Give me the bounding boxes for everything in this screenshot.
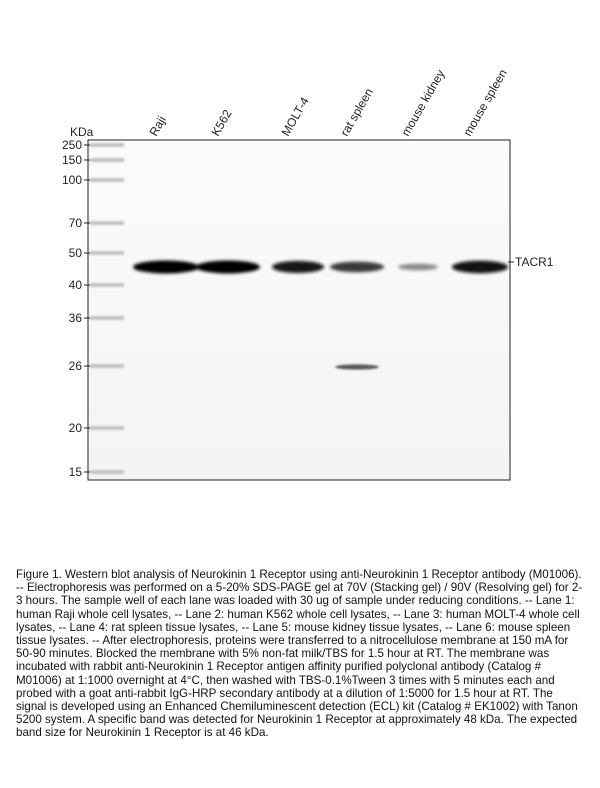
marker-label-20: 20 (68, 421, 82, 435)
target-label: TACR1 (515, 255, 554, 269)
marker-label-100: 100 (61, 173, 82, 187)
marker-label-40: 40 (68, 278, 82, 292)
figure-caption (16, 568, 586, 740)
band-lane-3 (272, 261, 324, 273)
band-lane-1 (133, 260, 199, 273)
marker-band-26 (90, 364, 124, 368)
marker-band-20 (90, 426, 124, 430)
lane-label-6: mouse spleen (460, 66, 510, 139)
lane-label-5: mouse kidney (398, 67, 448, 139)
marker-label-50: 50 (68, 246, 82, 260)
marker-band-70 (90, 221, 124, 225)
kda-unit-label: KDa (70, 125, 94, 139)
marker-band-50 (90, 251, 124, 255)
marker-label-250: 250 (61, 138, 82, 152)
membrane (88, 140, 510, 480)
marker-band-40 (90, 283, 124, 287)
marker-band-150 (90, 158, 124, 162)
lane-label-3: MOLT-4 (278, 94, 312, 139)
band-lane-2 (196, 260, 260, 273)
marker-label-150: 150 (61, 153, 82, 167)
lane-label-2: K562 (208, 107, 235, 139)
marker-band-250 (90, 143, 124, 147)
band-lane-6 (452, 261, 508, 274)
marker-label-70: 70 (68, 216, 82, 230)
band-lane-4 (330, 262, 384, 273)
marker-band-100 (90, 178, 124, 182)
caption-text: Figure 1. Western blot analysis of Neurokinin 1 Receptor using anti-Neurokinin 1 Receptor antibody (M01006). -- Electrophoresis was performed on a 5-20% SDS-PAGE gel at 70V (Stacking gel) / 90V (Resolving gel) for 2-3 hours. The sample well of each lane was loaded with 30 ug of sample under reducing conditions. -- Lane 1: human Raji whole cell lysates, -- Lane 2: human K562 whole cell lysates, -- Lane 3: human MOLT-4 whole cell lysates, -- Lane 4: rat spleen tissue lysates, -- Lane 5: mouse kidney tissue lysates, -- Lane 6: mouse spleen tissue lysates. -- After electrophoresis, proteins were transferred to a nitrocellulose membrane at 150 mA for 50-90 minutes. Blocked the membrane with 5% non-fat milk/TBS for 1.5 hour at RT. The membrane was incubated with rabbit anti-Neurokinin 1 Receptor antigen affinity purified polyclonal antibody (Catalog # M01006) at 1:1000 overnight at 4°C, then washed with TBS-0.1%Tween 3 times with 5 minutes each and probed with a goat anti-rabbit IgG-HRP secondary antibody at a dilution of 1:5000 for 1.5 hour at RT. The signal is developed using an Enhanced Chemiluminescent detection (ECL) kit (Catalog # EK1002) with Tanon 5200 system. A specific band was detected for Neurokinin 1 Receptor at approximately 48 kDa. The expected band size for Neurokinin 1 Receptor is at 46 kDa. (16, 568, 583, 740)
extra-band-lane-4 (335, 364, 379, 369)
band-lane-5 (398, 264, 438, 271)
marker-label-26: 26 (68, 359, 82, 373)
marker-label-36: 36 (68, 311, 82, 325)
marker-band-36 (90, 316, 124, 320)
marker-band-15 (90, 470, 124, 474)
marker-label-15: 15 (68, 465, 82, 479)
lane-label-4: rat spleen (337, 85, 376, 139)
lane-label-1: Raji (146, 113, 169, 139)
